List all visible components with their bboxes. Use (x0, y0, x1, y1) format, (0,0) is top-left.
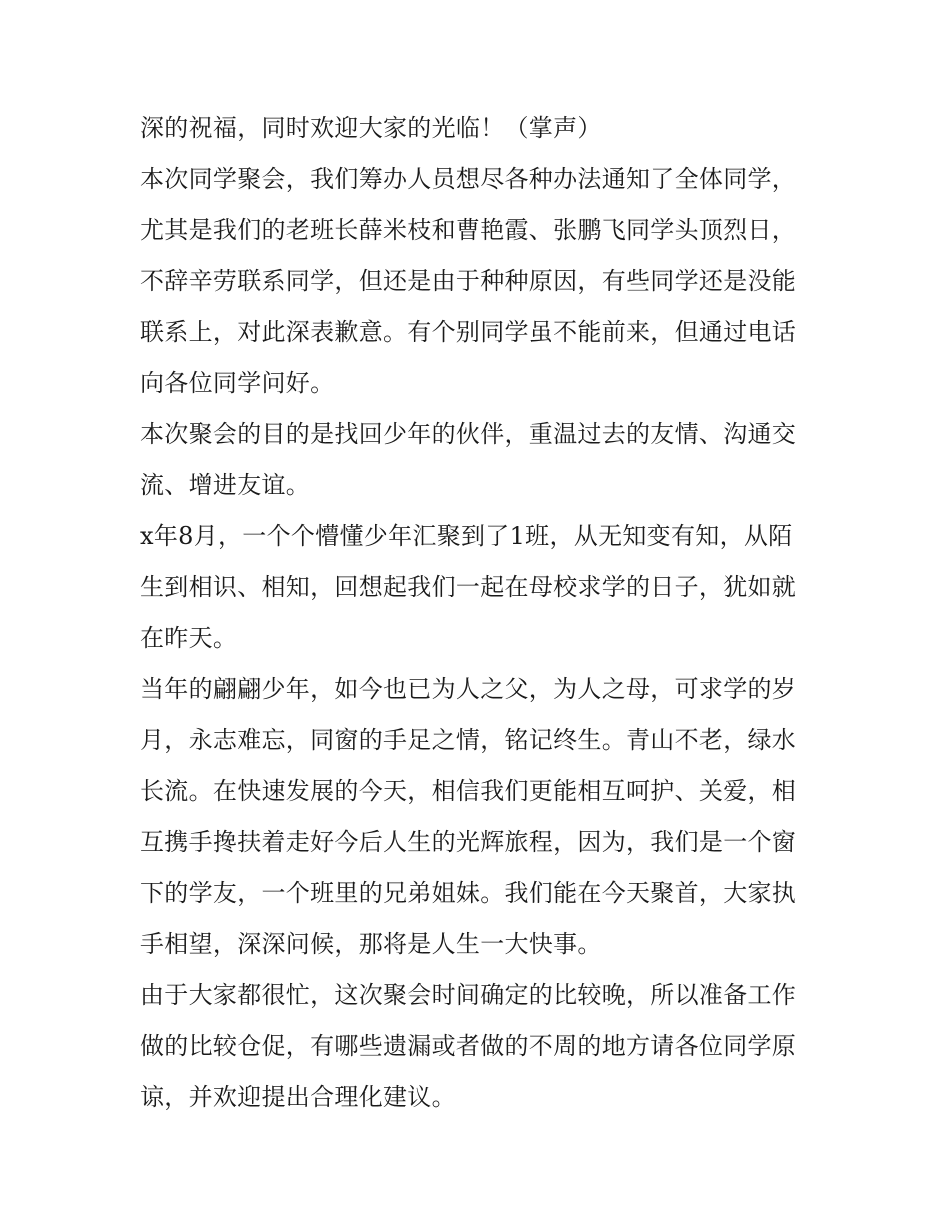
paragraph-3: 本次聚会的目的是找回少年的伙伴，重温过去的友情、沟通交流、增进友谊。 (140, 420, 797, 499)
document-body (140, 103, 812, 1123)
paragraph-4: x年8月，一个个懵懂少年汇聚到了1班，从无知变有知，从陌生到相识、相知，回想起我们一起在母校求学的日子，犹如就在昨天。 (140, 522, 797, 652)
paragraph-2: 本次同学聚会，我们筹办人员想尽各种办法通知了全体同学，尤其是我们的老班长薛米枝和曹艳霞、张鹏飞同学头顶烈日，不辞辛劳联系同学，但还是由于种种原因，有些同学还是没能联系上，对此深表歉意。有个别同学虽不能前来，但通过电话向各位同学问好。 (140, 165, 797, 397)
paragraph-6: 由于大家都很忙，这次聚会时间确定的比较晚，所以准备工作做的比较仓促，有哪些遗漏或者做的不周的地方请各位同学原谅，并欢迎提出合理化建议。 (140, 981, 797, 1111)
paragraph-5: 当年的翩翩少年，如今也已为人之父，为人之母，可求学的岁月，永志难忘，同窗的手足之情，铭记终生。青山不老，绿水长流。在快速发展的今天，相信我们更能相互呵护、关爱，相互携手搀扶着走好今后人生的光辉旅程，因为，我们是一个窗下的学友，一个班里的兄弟姐妹。我们能在今天聚首，大家执手相望，深深问候，那将是人生一大快事。 (140, 675, 797, 958)
paragraph-1: 深的祝福，同时欢迎大家的光临！（掌声） (140, 114, 602, 142)
